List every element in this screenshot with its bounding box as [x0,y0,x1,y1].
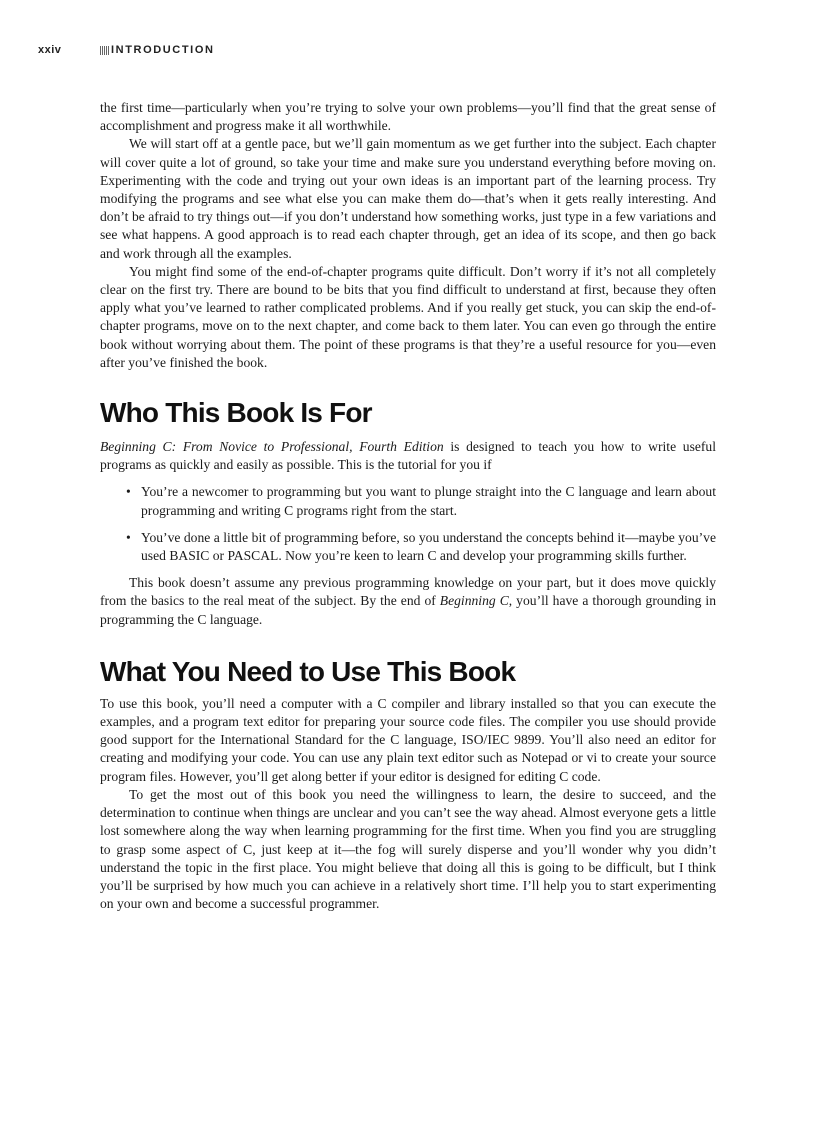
book-title-short: Beginning C [439,593,509,609]
continued-paragraph: the first time—particularly when you’re trying to solve your own problems—you’ll find that the great sense of accomplishment and progress make it all worthwhile. [100,100,716,134]
chapter-title: INTRODUCTION [111,44,215,56]
heading-what-you-need: What You Need to Use This Book [100,655,516,687]
who-lead-text: is designed to teach you how to write useful programs as quickly and easily as possible. This is the tutorial for you if [100,439,717,473]
audience-list [100,483,716,565]
who-lead-paragraph [100,438,716,474]
page-body [100,99,716,913]
closing-text-before: This book doesn’t assume any previous programming knowledge on your part, but it does move quickly from the basics to the real meat of the subject. By the end of [100,575,716,609]
header-ornament [100,46,109,55]
list-item [100,483,716,519]
closing-text-after: , you’ll have a thorough grounding in programming the C language. [100,593,717,627]
bullet-icon: • [126,484,131,500]
list-item-text: You’re a newcomer to programming but you want to plunge straight into the C language and learn about programming and writing C programs right from the start. [141,484,716,518]
bullet-icon: • [126,529,131,545]
list-item-text: You’ve done a little bit of programming before, so you understand the concepts behind it—maybe you’ve used BASIC or PASCAL. Now you’re keen to learn C and develop your programming skills further. [141,529,716,564]
list-item [100,529,716,565]
page-number: xxiv [38,44,62,56]
heading-who-this-book-is-for: Who This Book Is For [100,397,372,429]
motivation-paragraph: To get the most out of this book you need the willingness to learn, the desire to succeed, and the determination to continue when things are unclear and you can’t see the way ahead. Almost everyone gets a little lost somewhere along the way when learning programming for the first time. When you find you are struggling to grasp some aspect of C, just keep at it—the fog will surely disperse and you’ll wonder why you didn’t understand the topic in the first place. You might believe that doing all this is going to be difficult, but I think you’ll be surprised by how much you can achieve in a relatively short time. I’ll help you to start experimenting on your own and become a successful programmer. [100,786,716,912]
pace-paragraph: We will start off at a gentle pace, but we’ll gain momentum as we get further into the subject. Each chapter will cover quite a lot of ground, so take your time and make sure you understand everything before moving on. Experimenting with the code and trying out your own ideas is an important part of the learning process. Try modifying the programs and see what else you can make them do—that’s when it gets really interesting. And don’t be afraid to try things out—if you don’t understand how something works, just type in a few variations and see what happens. A good approach is to read each chapter through, get an idea of its scope, and then go back and work through all the examples. [100,136,716,261]
end-of-chapter-paragraph: You might find some of the end-of-chapter programs quite difficult. Don’t worry if it’s not all completely clear on the first try. There are bound to be bits that you find difficult to understand at first, because they often apply what you’ve learned to rather complicated problems. And if you really get stuck, you can skip the end-of-chapter programs, move on to the next chapter, and come back to them later. You can even go through the entire book without worrying about them. The point of these programs is that they’re a useful resource for you—even after you’ve finished the book. [100,263,716,370]
who-closing-paragraph [100,574,716,629]
requirements-paragraph: To use this book, you’ll need a computer with a C compiler and library installed so that you can execute the examples, and a program text editor for preparing your source code files. The compiler you use should provide good support for the International Standard for the C language, ISO/IEC 9899. You’ll also need an editor for creating and modifying your code. You can use any plain text editor such as Notepad or vi to create your source program files. However, you’ll get along better if your editor is designed for editing C code. [100,695,716,784]
book-title: Beginning C: From Novice to Professional, Fourth Edition [100,439,444,455]
running-header [38,43,215,57]
